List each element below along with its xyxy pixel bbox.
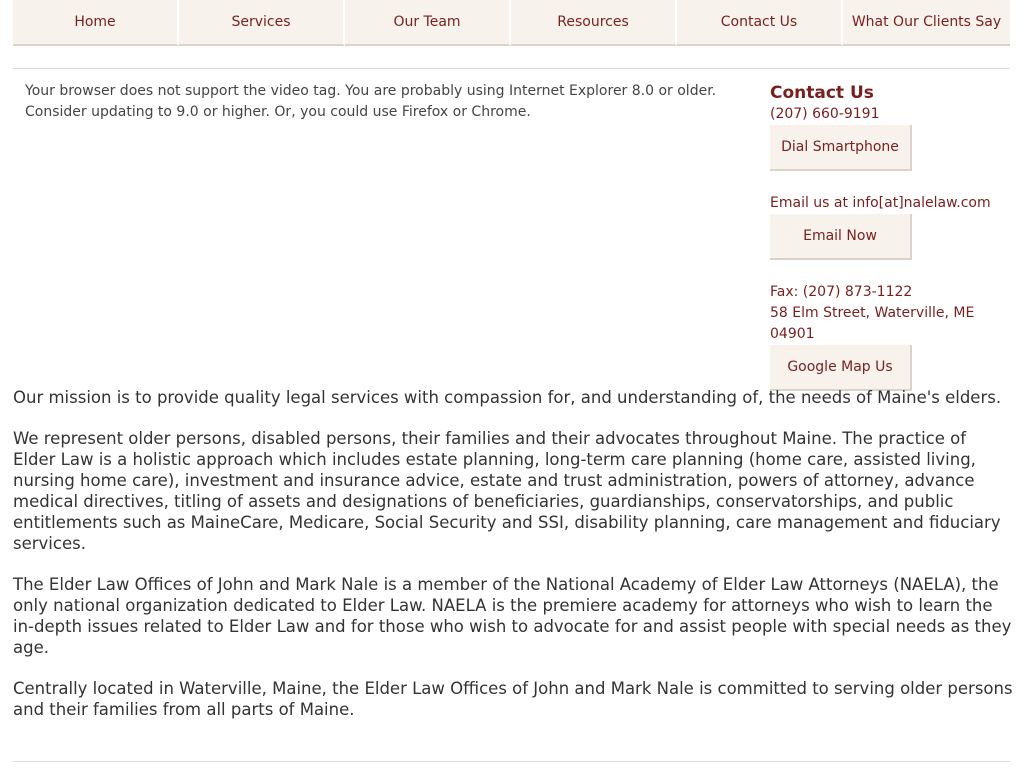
nav-home[interactable]: Home [13, 0, 179, 46]
mission-paragraph: Our mission is to provide quality legal services with compassion for, and understanding of, the needs of Maine's elders. [13, 388, 1002, 407]
contact-sidebar [770, 82, 1010, 391]
street-address: 58 Elm Street, Waterville, ME 04901 [770, 305, 975, 342]
video-fallback-message: Your browser does not support the video tag. You are probably using Internet Explorer 8.0 or older. Consider updating to 9.0 or higher. Or, you could use Firefox or Chrome. [25, 83, 717, 120]
email-now-button[interactable]: Email Now [770, 214, 912, 260]
practice-paragraph: We represent older persons, disabled persons, their families and their advocates throughout Maine. The practice of Elder Law is a holistic approach which includes estate planning, long-term care planning (home care, assisted living, nursing home care), investment and insurance advice, estate and trust administration, powers of attorney, advance medical directives, titling of assets and designations of beneficiaries, guardianships, conservatorships, and public entitlements such as MaineCare, Medicare, Social Security and SSI, disability planning, care management and fiduciary services. [13, 429, 1001, 553]
nav-services[interactable]: Services [179, 0, 345, 46]
nav-resources[interactable]: Resources [511, 0, 677, 46]
location-paragraph: Centrally located in Waterville, Maine, the Elder Law Offices of John and Mark Nale is committed to serving older persons and their families from all parts of Maine. [13, 679, 1013, 719]
spacer [770, 260, 1010, 282]
contact-heading: Contact Us [770, 83, 874, 103]
top-divider [13, 68, 1010, 69]
email-text: Email us at info[at]nalelaw.com [770, 195, 991, 211]
google-map-button[interactable]: Google Map Us [770, 345, 912, 391]
spacer [770, 171, 1010, 193]
bottom-divider [13, 761, 1010, 762]
dial-smartphone-button[interactable]: Dial Smartphone [770, 125, 912, 171]
phone-number[interactable]: (207) 660-9191 [770, 106, 880, 122]
fax-number: Fax: (207) 873-1122 [770, 284, 913, 300]
nav-what-our-clients-say[interactable]: What Our Clients Say [843, 0, 1010, 46]
nav-contact-us[interactable]: Contact Us [677, 0, 843, 46]
nav-our-team[interactable]: Our Team [345, 0, 511, 46]
naela-paragraph: The Elder Law Offices of John and Mark Nale is a member of the National Academy of Elder Law Attorneys (NAELA), the only national organization dedicated to Elder Law. NAELA is the premiere academy for attorneys who wish to learn the in-depth issues related to Elder Law and for those who wish to advocate for and assist people with special needs as they age. [13, 575, 1012, 657]
main-content [13, 387, 1013, 740]
main-nav [13, 0, 1010, 46]
